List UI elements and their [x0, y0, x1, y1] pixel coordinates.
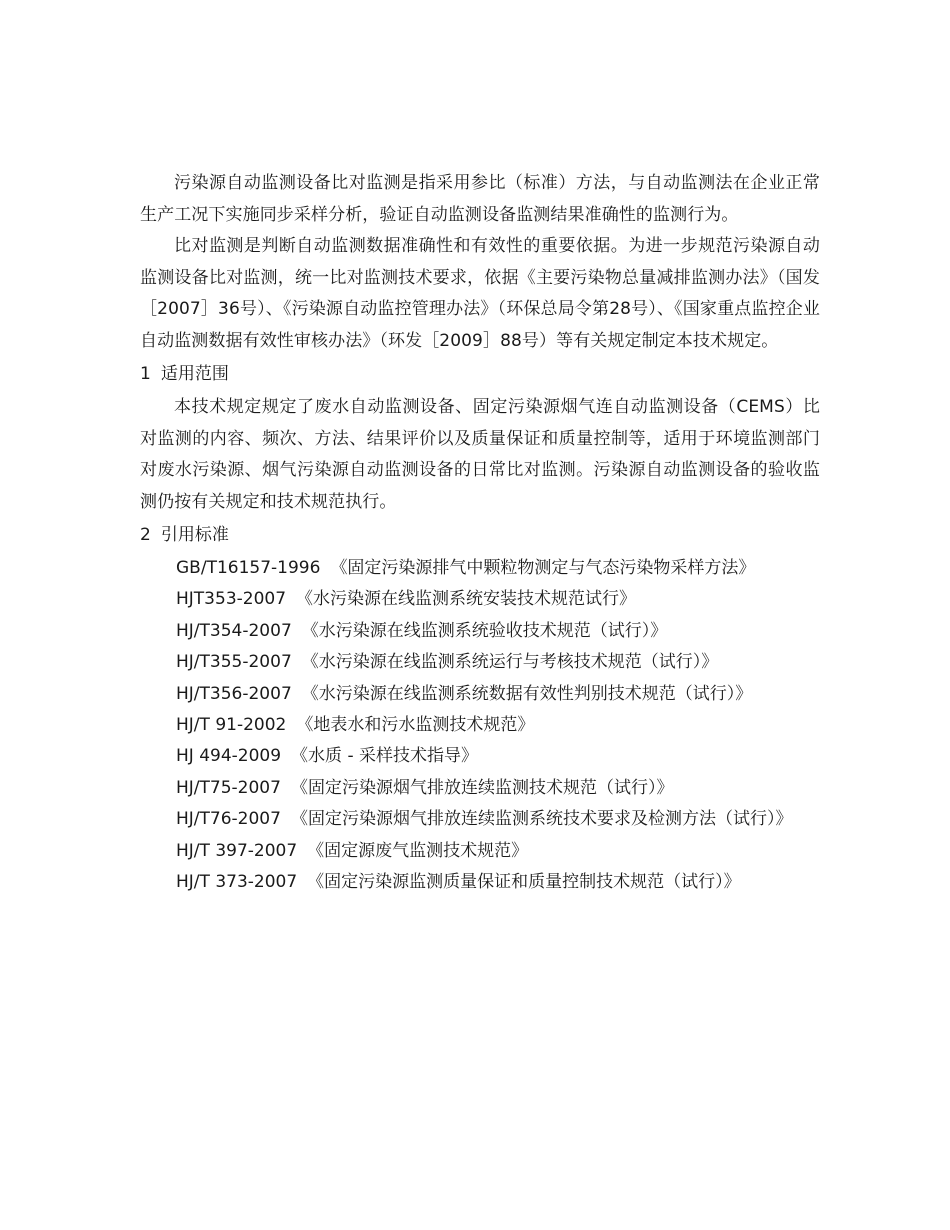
standard-name: 《地表水和污水监测技术规范》 — [296, 714, 535, 735]
section-title: 引用标准 — [160, 525, 229, 545]
standard-name: 《水污染源在线监测系统运行与考核技术规范（试行）》 — [301, 652, 719, 673]
list-item — [140, 773, 820, 804]
list-item — [140, 647, 820, 678]
document-page — [140, 168, 820, 898]
standard-name: 《固定源废气监测技术规范》 — [307, 840, 529, 861]
list-item — [140, 804, 820, 835]
section-heading-references — [140, 520, 820, 551]
intro-paragraph-purpose: 比对监测是判断自动监测数据准确性和有效性的重要依据。为进一步规范污染源自动监测设备比对监测，统一比对监测技术要求，依据《主要污染物总量减排监测办法》（国发［2007］36号）、《污染源自动监控管理办法》（环保总局令第28号）、《国家重点监控企业自动监测数据有效性审核办法》（环发［2009］88号）等有关规定制定本技术规定。 — [140, 236, 820, 351]
standard-name: 《水污染源在线监测系统数据有效性判别技术规范（试行）》 — [301, 683, 753, 704]
standard-name: 《固定污染源烟气排放连续监测技术规范（试行）》 — [290, 777, 674, 798]
list-item — [140, 679, 820, 710]
standard-code: HJT353-2007 — [176, 589, 287, 610]
standard-code: HJ/T 397-2007 — [176, 840, 298, 861]
list-item — [140, 836, 820, 867]
reference-standards-list — [140, 553, 820, 898]
list-item — [140, 867, 820, 898]
intro-paragraph-definition: 污染源自动监测设备比对监测是指采用参比（标准）方法，与自动监测法在企业正常生产工况下实施同步采样分析，验证自动监测设备监测结果准确性的监测行为。 — [140, 173, 820, 225]
standard-code: GB/T16157-1996 — [176, 558, 321, 578]
list-item — [140, 616, 820, 647]
standard-name: 《固定污染源烟气排放连续监测系统技术要求及检测方法（试行）》 — [290, 809, 793, 830]
list-item — [140, 741, 820, 772]
section-title: 适用范围 — [160, 364, 229, 384]
standard-code: HJ/T 373-2007 — [176, 871, 298, 892]
standard-name: 《固定污染源监测质量保证和质量控制技术规范（试行）》 — [307, 871, 741, 892]
standard-code: HJ/T354-2007 — [176, 620, 292, 641]
standard-name: 《固定污染源排气中颗粒物测定与气态污染物采样方法》 — [330, 558, 756, 578]
list-item — [140, 553, 820, 584]
standard-code: HJ 494-2009 — [176, 746, 282, 767]
list-item — [140, 710, 820, 741]
scope-paragraph: 本技术规定规定了废水自动监测设备、固定污染源烟气连自动监测设备（CEMS）比对监测的内容、频次、方法、结果评价以及质量保证和质量控制等，适用于环境监测部门对废水污染源、烟气污染源自动监测设备的日常比对监测。污染源自动监测设备的验收监测仍按有关规定和技术规范执行。 — [140, 397, 820, 512]
standard-code: HJ/T76-2007 — [176, 809, 281, 830]
standard-code: HJ/T 91-2002 — [176, 714, 287, 735]
standard-code: HJ/T356-2007 — [176, 683, 292, 704]
standard-code: HJ/T75-2007 — [176, 777, 281, 798]
list-item — [140, 584, 820, 615]
section-number: 2 — [140, 525, 151, 545]
standard-name: 《水污染源在线监测系统安装技术规范试行》 — [296, 589, 637, 610]
section-heading-scope — [140, 359, 820, 390]
section-number: 1 — [140, 364, 151, 384]
standard-name: 《水质 - 采样技术指导》 — [291, 746, 478, 767]
standard-code: HJ/T355-2007 — [176, 652, 292, 673]
standard-name: 《水污染源在线监测系统验收技术规范（试行）》 — [301, 620, 668, 641]
